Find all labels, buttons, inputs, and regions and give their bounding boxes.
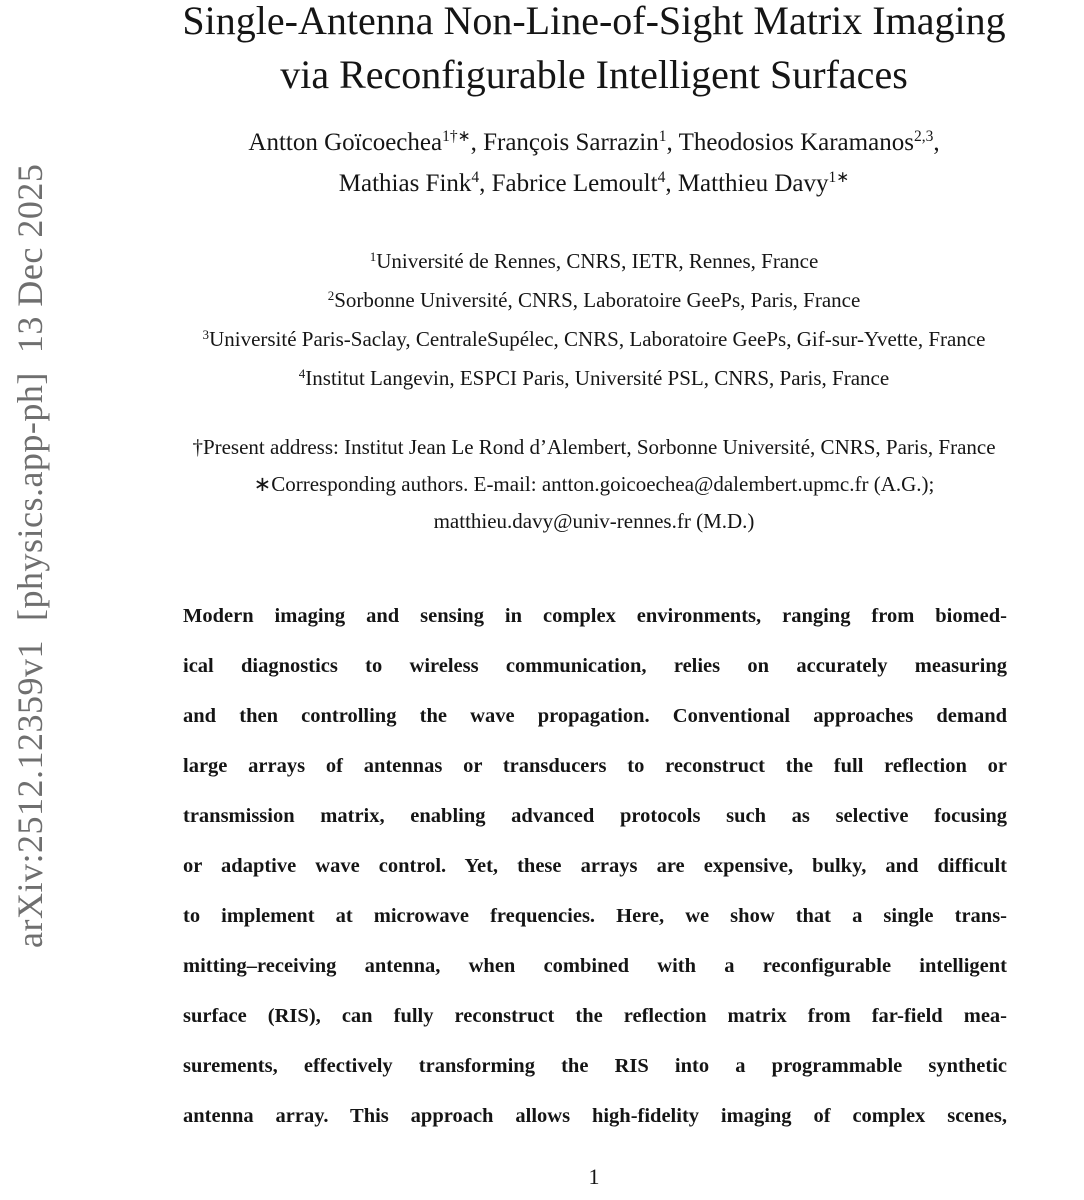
abstract-line: antenna array. This approach allows high-fidelity imaging of complex scenes, xyxy=(183,1105,1007,1127)
abstract-line: to implement at microwave frequencies. Here, we show that a single trans- xyxy=(183,905,1007,927)
author-superscript: 1∗ xyxy=(828,169,850,187)
footnote-line: ∗Corresponding authors. E-mail: antton.goicoechea@dalembert.upmc.fr (A.G.); xyxy=(253,472,935,496)
footnote-line: †Present address: Institut Jean Le Rond d’Alembert, Sorbonne Université, CNRS, Paris, France xyxy=(192,435,996,459)
affiliation-line xyxy=(104,321,1084,360)
author-name: Theodosios Karamanos xyxy=(678,129,914,156)
author-name: François Sarrazin xyxy=(483,129,659,156)
affiliation-text: Université Paris-Saclay, CentraleSupélec, CNRS, Laboratoire GeePs, Gif-sur-Yvette, France xyxy=(209,327,986,351)
authors-line-2 xyxy=(104,165,1084,206)
abstract-line: large arrays of antennas or transducers to reconstruct the full reflection or xyxy=(183,755,1007,777)
author-name: Antton Goïcoechea xyxy=(248,129,443,156)
author-separator: , xyxy=(666,129,679,156)
abstract-line: or adaptive wave control. Yet, these arrays are expensive, bulky, and difficult xyxy=(183,855,1007,877)
footnotes-block xyxy=(104,429,1084,540)
affiliation-text: Sorbonne Université, CNRS, Laboratoire GeePs, Paris, France xyxy=(334,288,861,312)
abstract-line: and then controlling the wave propagation. Conventional approaches demand xyxy=(183,705,1007,727)
author xyxy=(339,170,492,197)
authors-block xyxy=(104,124,1084,206)
author-separator: , xyxy=(933,129,940,156)
affiliation-superscript: 2 xyxy=(327,287,335,303)
abstract-line: surface (RIS), can fully reconstruct the reflection matrix from far-field mea- xyxy=(183,1005,1007,1027)
author-name: Mathias Fink xyxy=(338,170,472,197)
affiliations-block xyxy=(104,243,1084,399)
author-superscript: 1 xyxy=(658,128,667,146)
paper-content xyxy=(104,0,1084,1200)
author-separator: , xyxy=(470,129,484,156)
affiliation-superscript: 3 xyxy=(202,326,210,342)
abstract-line: ical diagnostics to wireless communication, relies on accurately measuring xyxy=(183,655,1007,677)
footnote-line: matthieu.davy@univ-rennes.fr (M.D.) xyxy=(433,509,755,533)
author-superscript: 4 xyxy=(657,169,666,187)
affiliation-text: Institut Langevin, ESPCI Paris, Université PSL, CNRS, Paris, France xyxy=(305,366,890,390)
author-name: Matthieu Davy xyxy=(677,170,829,197)
affiliation-line xyxy=(104,243,1084,282)
affiliation-line xyxy=(104,360,1084,399)
author-superscript: 2,3 xyxy=(913,128,934,146)
abstract-line: Modern imaging and sensing in complex environments, ranging from biomed- xyxy=(183,605,1007,627)
author xyxy=(492,170,678,197)
abstract-line: mitting–receiving antenna, when combined with a reconfigurable intelligent xyxy=(183,955,1007,977)
author xyxy=(679,129,940,156)
abstract-line: surements, effectively transforming the RIS into a programmable synthetic xyxy=(183,1055,1007,1077)
abstract-paragraph xyxy=(183,591,1007,1141)
arxiv-watermark: arXiv:2512.12359v1 [physics.app-ph] 13 Dec 2025 xyxy=(10,163,50,948)
author xyxy=(483,129,678,156)
affiliation-superscript: 1 xyxy=(369,248,377,264)
author-superscript: 1†∗ xyxy=(442,128,471,146)
author-name: Fabrice Lemoult xyxy=(491,170,658,197)
page-number: 1 xyxy=(588,1164,600,1189)
affiliation-superscript: 4 xyxy=(298,365,306,381)
author xyxy=(248,129,483,156)
authors-line-1 xyxy=(104,124,1084,165)
author-superscript: 4 xyxy=(471,169,480,187)
affiliation-text: Université de Rennes, CNRS, IETR, Rennes, France xyxy=(376,249,819,273)
paper-title xyxy=(104,0,1084,102)
author-separator: , xyxy=(665,170,678,197)
paper-title-line: via Reconfigurable Intelligent Surfaces xyxy=(280,52,908,97)
author-separator: , xyxy=(479,170,492,197)
author xyxy=(678,170,849,197)
affiliation-line xyxy=(104,282,1084,321)
paper-title-line: Single-Antenna Non-Line-of-Sight Matrix Imaging xyxy=(182,0,1006,43)
abstract-line: transmission matrix, enabling advanced protocols such as selective focusing xyxy=(183,805,1007,827)
